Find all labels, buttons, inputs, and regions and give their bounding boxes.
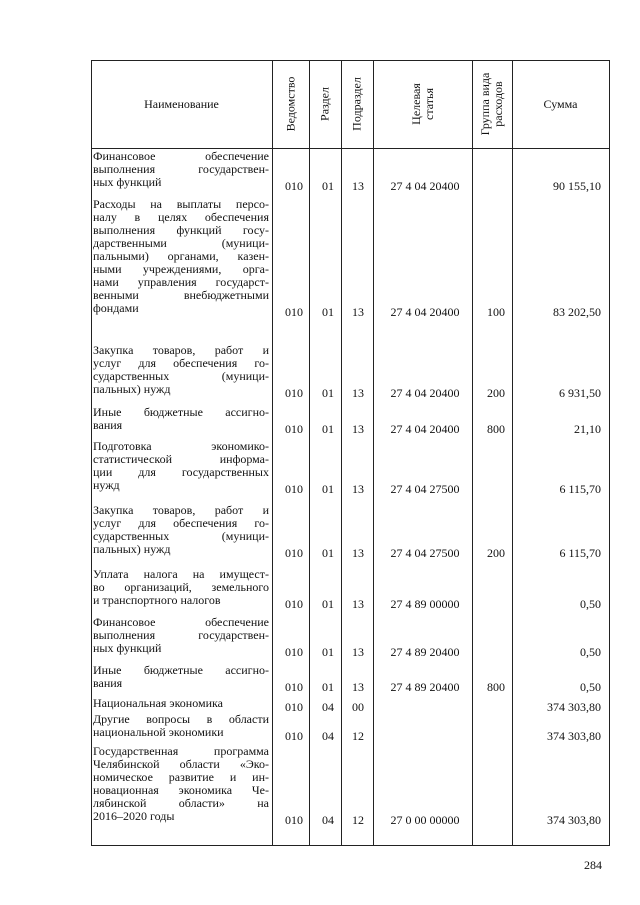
- row-name-line: Финансовое обеспечение: [93, 149, 269, 163]
- row-name-line: статистической информа-: [93, 452, 269, 466]
- row-name-line: номическое развитие и ин-: [93, 770, 269, 784]
- header-vedomstvo: [272, 60, 309, 148]
- header-podrazdel: [341, 60, 373, 148]
- row-razdel: 01: [322, 422, 334, 436]
- row-razdel: 01: [322, 597, 334, 611]
- header-vedomstvo-label: Ведомство: [283, 76, 297, 132]
- row-summa: 6 931,50: [559, 386, 601, 400]
- table-row: [91, 568, 610, 611]
- table-row: [91, 713, 610, 743]
- row-podrazdel: 12: [352, 729, 364, 743]
- row-celevaya: 27 4 89 00000: [390, 597, 460, 611]
- row-name-line: ных функций: [93, 641, 162, 655]
- row-name-line: дарственными (муници-: [93, 236, 269, 250]
- row-podrazdel: 13: [352, 386, 364, 400]
- row-razdel: 01: [322, 179, 334, 193]
- row-name: [93, 697, 269, 710]
- table-bottom-border: [91, 845, 610, 846]
- row-name: [93, 616, 269, 655]
- row-name-line: и транспортного налогов: [93, 593, 221, 607]
- header-summa: [512, 60, 609, 148]
- row-podrazdel: 12: [352, 813, 364, 827]
- row-name-line: ции для государственных: [93, 465, 269, 479]
- row-name-line: Финансовое обеспечение: [93, 615, 269, 629]
- row-name-line: сударственных (муници-: [93, 529, 269, 543]
- row-vedomstvo: 010: [285, 597, 303, 611]
- row-gruppa: 800: [487, 680, 505, 694]
- table-row: [91, 616, 610, 659]
- row-name-line: Подготовка экономико-: [93, 439, 269, 453]
- row-vedomstvo: 010: [285, 305, 303, 319]
- row-razdel: 01: [322, 386, 334, 400]
- row-name-line: нами управления государст-: [93, 275, 269, 289]
- row-name: [93, 568, 269, 607]
- header-celevaya-label: [410, 83, 436, 125]
- row-celevaya: 27 4 04 27500: [390, 546, 460, 560]
- row-summa: 21,10: [574, 422, 601, 436]
- row-summa: 6 115,70: [559, 482, 601, 496]
- row-name-line: Государственная программа: [93, 744, 269, 758]
- row-summa: 374 303,80: [547, 813, 601, 827]
- row-name-line: Другие вопросы в области: [93, 712, 269, 726]
- row-name-line: выполнения государствен-: [93, 162, 269, 176]
- row-vedomstvo: 010: [285, 645, 303, 659]
- row-name-line: 2016–2020 годы: [93, 809, 175, 823]
- table-row: [91, 150, 610, 193]
- row-name-line: лябинской области» на: [93, 796, 269, 810]
- row-name: [93, 406, 269, 432]
- row-summa: 6 115,70: [559, 546, 601, 560]
- row-vedomstvo: 010: [285, 386, 303, 400]
- row-celevaya: 27 4 04 20400: [390, 179, 460, 193]
- row-name-line: пальных) нужд: [93, 542, 171, 556]
- row-name-line: Уплата налога на имущест-: [93, 567, 269, 581]
- header-gruppa-label: [479, 73, 505, 136]
- row-celevaya: 27 0 00 00000: [390, 813, 460, 827]
- row-name: [93, 440, 269, 492]
- row-vedomstvo: 010: [285, 546, 303, 560]
- row-name-line: вания: [93, 676, 123, 690]
- row-vedomstvo: 010: [285, 422, 303, 436]
- row-summa: 374 303,80: [547, 729, 601, 743]
- row-podrazdel: 00: [352, 700, 364, 714]
- row-name: [93, 504, 269, 556]
- row-name-line: Иные бюджетные ассигно-: [93, 405, 269, 419]
- row-name-line: во организаций, земельного: [93, 580, 269, 594]
- row-name-line: сударственных (муници-: [93, 369, 269, 383]
- row-name-line: нужд: [93, 478, 120, 492]
- row-vedomstvo: 010: [285, 813, 303, 827]
- table-row: [91, 745, 610, 827]
- row-gruppa: 200: [487, 386, 505, 400]
- row-razdel: 01: [322, 645, 334, 659]
- row-razdel: 04: [322, 813, 334, 827]
- row-celevaya: 27 4 89 20400: [390, 680, 460, 694]
- row-name-line: новационная экономика Че-: [93, 783, 269, 797]
- header-gruppa: [472, 60, 512, 148]
- header-gruppa-line2: расходов: [491, 81, 505, 127]
- row-name-line: услуг для обеспечения го-: [93, 356, 269, 370]
- row-celevaya: 27 4 04 20400: [390, 422, 460, 436]
- row-gruppa: 800: [487, 422, 505, 436]
- row-gruppa: 100: [487, 305, 505, 319]
- row-podrazdel: 13: [352, 179, 364, 193]
- row-podrazdel: 13: [352, 546, 364, 560]
- header-razdel: [309, 60, 341, 148]
- row-name-line: ными учреждениями, орга-: [93, 262, 269, 276]
- row-summa: 0,50: [580, 597, 601, 611]
- row-razdel: 01: [322, 305, 334, 319]
- row-name-line: пальными) органами, казен-: [93, 249, 269, 263]
- row-name-line: услуг для обеспечения го-: [93, 516, 269, 530]
- row-name-line: национальной экономики: [93, 725, 224, 739]
- page-number: 284: [584, 858, 602, 872]
- row-summa: 374 303,80: [547, 700, 601, 714]
- row-podrazdel: 13: [352, 597, 364, 611]
- table-row: [91, 440, 610, 496]
- row-name-line: Челябинской области «Эко-: [93, 757, 269, 771]
- row-name-line: выполнения государствен-: [93, 628, 269, 642]
- row-name: [93, 344, 269, 396]
- row-name-line: Закупка товаров, работ и: [93, 343, 269, 357]
- header-celevaya-line1: Целевая: [408, 83, 423, 125]
- row-summa: 90 155,10: [553, 179, 601, 193]
- row-vedomstvo: 010: [285, 700, 303, 714]
- row-summa: 83 202,50: [553, 305, 601, 319]
- row-name-line: венными внебюджетными: [93, 288, 269, 302]
- header-podrazdel-label: Подраздел: [349, 77, 364, 131]
- row-vedomstvo: 010: [285, 680, 303, 694]
- row-podrazdel: 13: [352, 305, 364, 319]
- row-name: [93, 150, 269, 189]
- table-row: [91, 344, 610, 400]
- row-name-line: пальных) нужд: [93, 382, 171, 396]
- row-summa: 0,50: [580, 680, 601, 694]
- table-row: [91, 504, 610, 560]
- row-celevaya: 27 4 04 20400: [390, 386, 460, 400]
- row-name-line: Расходы на выплаты персо-: [93, 197, 269, 211]
- row-celevaya: 27 4 04 27500: [390, 482, 460, 496]
- header-summa-label: Сумма: [543, 96, 578, 111]
- row-name-line: фондами: [93, 301, 139, 315]
- header-razdel-label: Раздел: [317, 87, 332, 121]
- row-podrazdel: 13: [352, 482, 364, 496]
- row-podrazdel: 13: [352, 645, 364, 659]
- row-podrazdel: 13: [352, 680, 364, 694]
- row-razdel: 01: [322, 482, 334, 496]
- row-name: [93, 664, 269, 690]
- row-vedomstvo: 010: [285, 729, 303, 743]
- row-name: [93, 713, 269, 739]
- header-name: [91, 60, 272, 148]
- row-celevaya: 27 4 89 20400: [390, 645, 460, 659]
- row-name-line: вания: [93, 418, 123, 432]
- header-celevaya: [373, 60, 472, 148]
- row-razdel: 04: [322, 700, 334, 714]
- table-row: [91, 664, 610, 694]
- row-razdel: 01: [322, 680, 334, 694]
- row-summa: 0,50: [580, 645, 601, 659]
- header-gruppa-line1: Группа вида: [478, 72, 492, 136]
- row-name: [93, 198, 269, 315]
- table-row: [91, 406, 610, 436]
- row-name: [93, 745, 269, 823]
- row-name-line: Иные бюджетные ассигно-: [93, 663, 269, 677]
- row-gruppa: 200: [487, 546, 505, 560]
- row-name-line: налу в целях обеспечения: [93, 210, 269, 224]
- row-vedomstvo: 010: [285, 482, 303, 496]
- row-name-line: Национальная экономика: [93, 696, 223, 710]
- row-celevaya: 27 4 04 20400: [390, 305, 460, 319]
- row-razdel: 01: [322, 546, 334, 560]
- row-name-line: выполнения функций госу-: [93, 223, 269, 237]
- table-row: [91, 198, 610, 319]
- row-vedomstvo: 010: [285, 179, 303, 193]
- row-podrazdel: 13: [352, 422, 364, 436]
- row-razdel: 04: [322, 729, 334, 743]
- row-name-line: ных функций: [93, 175, 162, 189]
- row-name-line: Закупка товаров, работ и: [93, 503, 269, 517]
- header-name-label: Наименование: [144, 96, 219, 111]
- header-celevaya-line2: статья: [421, 88, 436, 120]
